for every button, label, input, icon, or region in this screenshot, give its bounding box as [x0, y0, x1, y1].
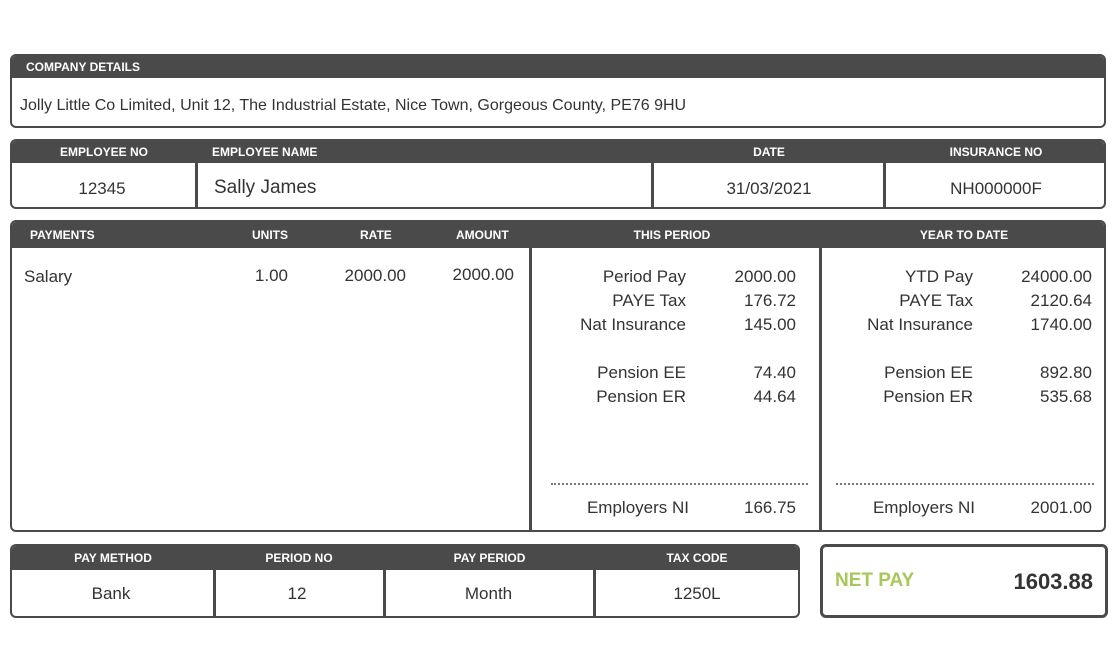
employee-name-value: Sally James: [214, 177, 317, 198]
ytd-employers-ni-value: 2001.00: [1030, 498, 1092, 517]
employee-header-bar: [12, 141, 1104, 163]
this-period-label: Pension EE: [597, 363, 686, 382]
employee-section: [10, 139, 1106, 209]
ytd-employers-ni-label: Employers NI: [872, 498, 975, 517]
year-to-date-heading: YEAR TO DATE: [919, 228, 1009, 242]
ytd-value: 1740.00: [1030, 315, 1092, 334]
payment-amount: 2000.00: [452, 265, 514, 284]
ytd-value: 535.68: [1040, 387, 1092, 406]
pay-period-value: Month: [464, 584, 513, 603]
pay-method-value: Bank: [91, 584, 131, 603]
ytd-label: YTD Pay: [904, 267, 973, 286]
dotted-separator: [551, 483, 808, 485]
amount-heading: AMOUNT: [456, 228, 509, 242]
this-period-value: 176.72: [744, 291, 796, 310]
this-period-label: PAYE Tax: [612, 291, 686, 310]
tax-code-heading: TAX CODE: [666, 551, 728, 565]
this-period-value: 44.64: [753, 387, 796, 406]
ytd-label: Pension EE: [884, 363, 973, 382]
date-value: 31/03/2021: [726, 179, 812, 198]
insurance-no-heading: INSURANCE NO: [949, 145, 1043, 159]
payment-units: 1.00: [254, 266, 288, 285]
payments-header-bar: [12, 222, 1104, 248]
this-period-heading: THIS PERIOD: [633, 228, 711, 242]
payment-description: Salary: [24, 267, 73, 286]
ytd-value: 2120.64: [1030, 291, 1092, 310]
divider: [213, 546, 216, 616]
divider: [383, 546, 386, 616]
ytd-value: 892.80: [1040, 363, 1092, 382]
period-no-value: 12: [287, 584, 307, 603]
dotted-separator: [836, 483, 1094, 485]
payment-rate: 2000.00: [344, 266, 406, 285]
rate-heading: RATE: [360, 228, 392, 242]
this-period-value: 145.00: [744, 315, 796, 334]
net-pay-value: 1603.88: [1013, 569, 1093, 594]
pay-method-heading: PAY METHOD: [74, 551, 152, 565]
divider: [195, 141, 198, 207]
date-heading: DATE: [753, 145, 785, 159]
ytd-label: PAYE Tax: [899, 291, 973, 310]
this-period-label: Period Pay: [602, 267, 686, 286]
this-period-label: Nat Insurance: [580, 315, 686, 334]
company-details-section: [10, 54, 1106, 128]
ytd-value: 24000.00: [1021, 267, 1092, 286]
this-period-employers-ni-label: Employers NI: [586, 498, 689, 517]
pay-info-section: [10, 544, 800, 618]
net-pay-box: [820, 544, 1108, 618]
insurance-no-value: NH000000F: [950, 179, 1042, 198]
this-period-value: 2000.00: [734, 267, 796, 286]
ytd-label: Pension ER: [883, 387, 973, 406]
ytd-label: Nat Insurance: [867, 315, 973, 334]
divider: [593, 546, 596, 616]
company-details-heading: COMPANY DETAILS: [26, 60, 141, 74]
payments-heading: PAYMENTS: [30, 228, 95, 242]
company-details-header-bar: [12, 56, 1104, 78]
net-pay-label: NET PAY: [835, 570, 915, 591]
pay-period-heading: PAY PERIOD: [453, 551, 526, 565]
employee-no-value: 12345: [78, 179, 126, 198]
payments-section: [10, 220, 1106, 532]
employee-no-heading: EMPLOYEE NO: [59, 145, 148, 159]
company-details-text: Jolly Little Co Limited, Unit 12, The Industrial Estate, Nice Town, Gorgeous County, PE76 9HU: [20, 97, 687, 114]
pay-info-header-bar: [12, 546, 798, 570]
tax-code-value: 1250L: [673, 584, 721, 603]
units-heading: UNITS: [252, 228, 288, 242]
employee-name-heading: EMPLOYEE NAME: [212, 145, 318, 159]
this-period-value: 74.40: [753, 363, 796, 382]
this-period-employers-ni-value: 166.75: [744, 498, 796, 517]
period-no-heading: PERIOD NO: [265, 551, 333, 565]
this-period-label: Pension ER: [596, 387, 686, 406]
